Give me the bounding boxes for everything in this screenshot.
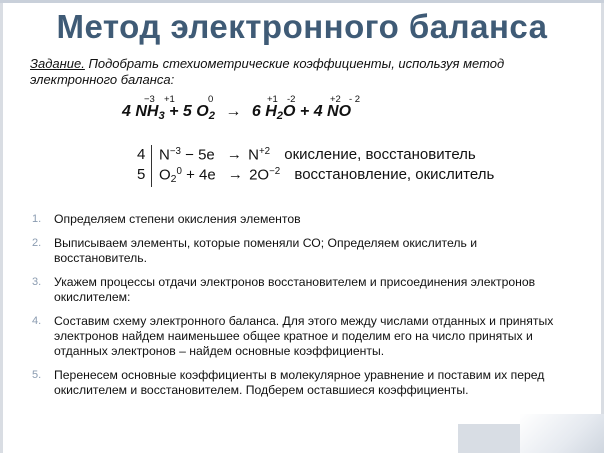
product-no: 4 NO [313, 103, 352, 120]
balance-mult-2: 5 [137, 166, 146, 183]
list-item [32, 368, 572, 398]
step-number: 4. [32, 315, 42, 327]
step-number: 3. [32, 276, 42, 288]
reaction-equation [122, 103, 351, 122]
task-text [30, 56, 570, 88]
ox-state-o-no: - 2 [349, 94, 361, 105]
task-label: Задание. [30, 56, 85, 71]
step-text: Составим схему электронного баланса. Для этого между числами отданных и принятых электронов найдем наименьшее общее кратное и поделим его на число принятых и отданных электронов – найдем основные коэффициенты. [54, 314, 554, 358]
row2-electrons: + 4e [181, 166, 216, 184]
row2-label: восстановление, окислитель [294, 166, 495, 184]
row1-species-charge: −3 [169, 146, 181, 157]
row1-electrons: − 5e [180, 146, 215, 164]
top-border [0, 0, 604, 3]
row2-species-subscript: 2 [170, 172, 177, 185]
steps-list [32, 212, 572, 407]
list-item [32, 236, 572, 266]
row2-species-charge: 0 [176, 166, 182, 177]
step-number: 1. [32, 213, 42, 225]
step-number: 5. [32, 369, 42, 381]
list-item [32, 212, 572, 227]
row2-product: 2O [249, 166, 270, 184]
page-curl [520, 414, 604, 453]
row1-product: N [248, 146, 259, 164]
step-text: Укажем процессы отдачи электронов восстановителем и присоединения электронов окислителем: [54, 275, 536, 304]
step-number: 2. [32, 237, 42, 249]
ox-state-n: −3 [144, 94, 155, 105]
row2-product-charge: −2 [269, 166, 281, 177]
reaction-arrow: → [225, 103, 242, 120]
ox-state-n-product: +2 [330, 94, 341, 105]
ox-state-o2: 0 [208, 94, 214, 105]
list-item [32, 275, 572, 305]
oxygen-subscript: 2 [208, 109, 215, 122]
row1-arrow: → [226, 146, 242, 164]
ox-state-o-water: -2 [287, 94, 296, 105]
slide-title: Метод электронного баланса [56, 8, 548, 45]
step-text: Выписываем элементы, которые поменяли СО; Определяем окислитель и восстановитель. [54, 236, 478, 265]
balance-divider [151, 145, 152, 187]
plus-sign: + [295, 103, 314, 120]
reactant-oxygen: + 5 O [164, 103, 209, 120]
balance-row-2 [159, 166, 494, 185]
ammonia-subscript: 3 [158, 109, 165, 122]
water-oxygen: O [283, 103, 296, 120]
list-item [32, 314, 572, 359]
row1-product-charge: +2 [258, 146, 271, 157]
row1-label: окисление, восстановитель [284, 146, 476, 164]
water-subscript: 2 [276, 109, 283, 122]
step-text: Перенесем основные коэффициенты в молекулярное уравнение и поставим их перед окислителем и восстановителем. Подберем оставшиеся коэффициенты. [54, 368, 545, 397]
ox-state-h-product: +1 [267, 94, 278, 105]
ox-state-h: +1 [164, 94, 175, 105]
balance-row-1 [159, 146, 476, 163]
product-water: 6 H [251, 103, 277, 120]
row2-species: O [159, 166, 171, 184]
reactant-ammonia: 4 NH [122, 103, 159, 120]
row2-arrow: → [227, 166, 243, 184]
task-body: Подобрать стехиометрические коэффициенты, используя метод электронного баланса: [30, 56, 505, 87]
balance-mult-1: 4 [137, 146, 146, 163]
step-text: Определяем степени окисления элементов [54, 212, 301, 226]
row1-species: N [159, 146, 170, 164]
